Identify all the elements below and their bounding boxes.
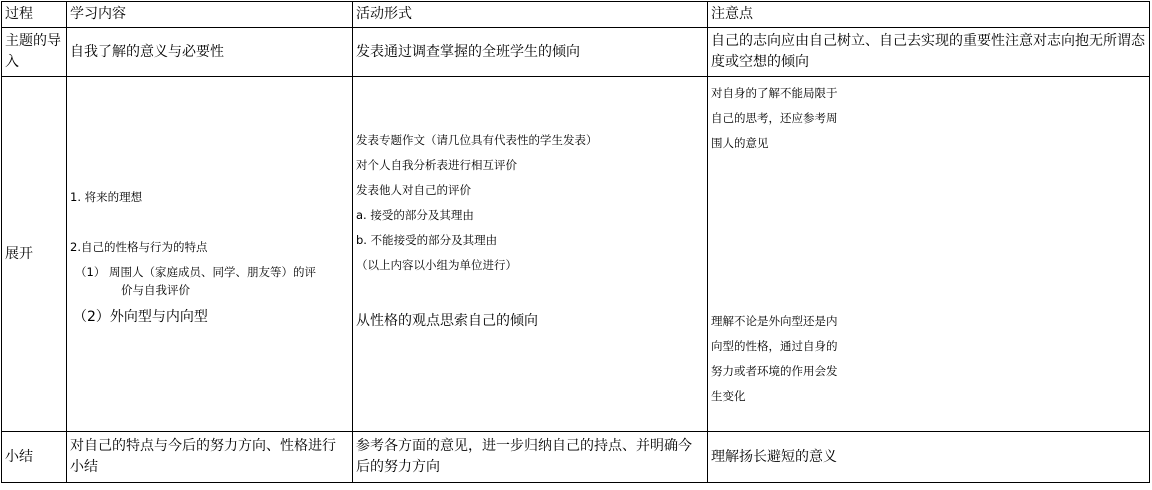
notes-bottom-line-1: 理解不论是外向型还是内 bbox=[711, 314, 838, 328]
develop-stage: 展开 bbox=[2, 77, 67, 432]
header-notes: 注意点 bbox=[708, 2, 1150, 28]
header-activity: 活动形式 bbox=[353, 2, 708, 28]
development-row bbox=[2, 77, 1150, 432]
notes-bottom-line-4: 生变化 bbox=[711, 389, 746, 403]
activity-line-2: 对个人自我分析表进行相互评价 bbox=[356, 158, 517, 172]
notes-bottom bbox=[711, 309, 838, 409]
intro-content: 自我了解的意义与必要性 bbox=[67, 28, 353, 77]
develop-activity-cell bbox=[353, 77, 708, 432]
summary-content: 对自己的特点与今后的努力方向、性格进行小结 bbox=[67, 432, 353, 483]
activity-line-5: b. 不能接受的部分及其理由 bbox=[356, 233, 498, 247]
content-item-1: 1. 将来的理想 bbox=[70, 190, 143, 204]
notes-bottom-line-3: 努力或者环境的作用会发 bbox=[711, 364, 838, 378]
intro-stage: 主题的导入 bbox=[2, 28, 67, 77]
intro-activity: 发表通过调查掌握的全班学生的倾向 bbox=[353, 28, 708, 77]
content-item-2: 2.自己的性格与行为的特点 bbox=[70, 240, 208, 254]
content-sub-1 bbox=[75, 263, 316, 299]
activity-line-3: 发表他人对自己的评价 bbox=[356, 183, 471, 197]
activity-last: 从性格的观点思索自己的倾向 bbox=[356, 313, 538, 329]
notes-top bbox=[711, 81, 838, 156]
lesson-plan-table bbox=[1, 1, 1150, 483]
content-sub-1-line1: （1） 周围人（家庭成员、同学、朋友等）的评 bbox=[75, 265, 316, 279]
summary-notes: 理解扬长避短的意义 bbox=[708, 432, 1150, 483]
activity-line-1: 发表专题作文（请几位具有代表性的学生发表） bbox=[356, 133, 598, 147]
intro-row bbox=[2, 28, 1150, 77]
summary-activity: 参考各方面的意见，进一步归纳自己的持点、并明确今后的努力方向 bbox=[353, 432, 708, 483]
notes-top-line-3: 围人的意见 bbox=[711, 136, 769, 150]
content-sub-1-line2: 价与自我评价 bbox=[121, 283, 190, 297]
notes-top-line-1: 对自身的了解不能局限于 bbox=[711, 86, 838, 100]
header-row bbox=[2, 2, 1150, 28]
notes-bottom-line-2: 向型的性格，通过自身的 bbox=[711, 339, 838, 353]
intro-notes: 自己的志向应由自己树立、自己去实现的重要性注意对志向抱无所谓态度或空想的倾向 bbox=[708, 28, 1150, 77]
activity-list bbox=[356, 128, 598, 278]
header-stage: 过程 bbox=[2, 2, 67, 28]
header-content: 学习内容 bbox=[67, 2, 353, 28]
notes-top-line-2: 自己的思考，还应参考周 bbox=[711, 111, 838, 125]
content-sub-2: （2）外向型与内向型 bbox=[73, 309, 208, 325]
develop-content-cell bbox=[67, 77, 353, 432]
develop-notes-cell bbox=[708, 77, 1150, 432]
activity-line-4: a. 接受的部分及其理由 bbox=[356, 208, 474, 222]
summary-stage: 小结 bbox=[2, 432, 67, 483]
activity-line-6: （以上内容以小组为单位进行） bbox=[356, 258, 517, 272]
summary-row bbox=[2, 432, 1150, 483]
